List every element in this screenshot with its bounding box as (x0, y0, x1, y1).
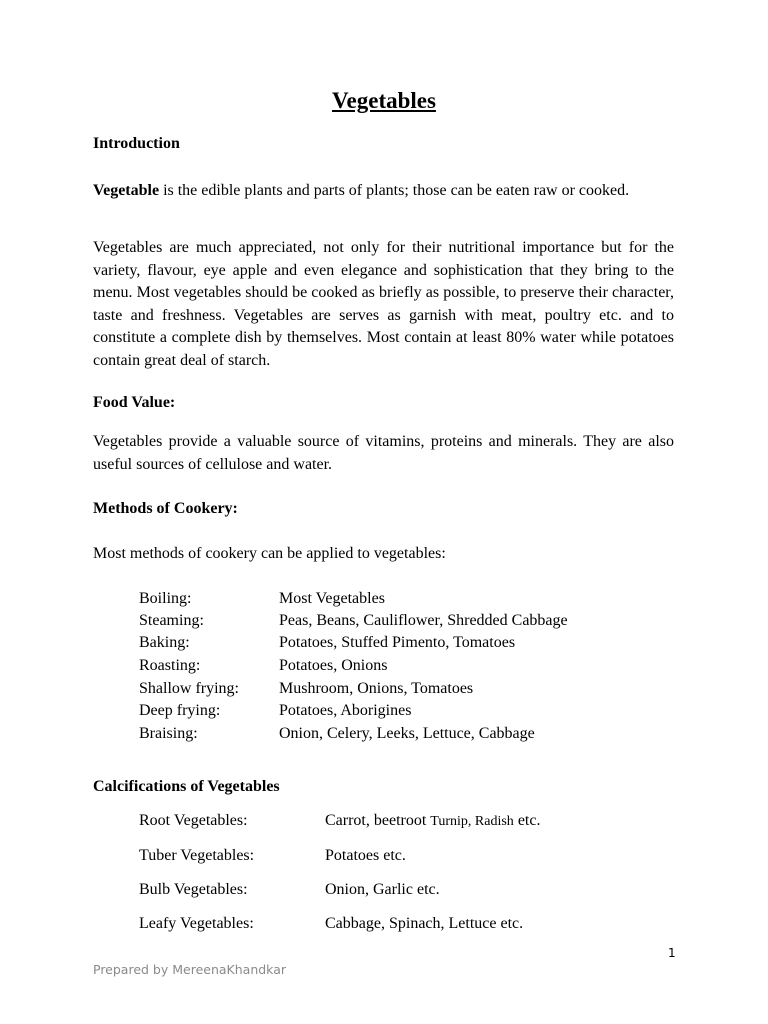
method-vegetables: Potatoes, Stuffed Pimento, Tomatoes (279, 634, 516, 651)
page-title: Vegetables (332, 88, 436, 113)
method-vegetables: Potatoes, Aborigines (279, 702, 412, 719)
vegetable-examples: Cabbage, Spinach, Lettuce etc. (325, 915, 524, 932)
method-name: Deep frying: (139, 702, 221, 719)
definition-text: is the edible plants and parts of plants; those can be eaten raw or cooked. (159, 182, 630, 199)
vegetable-type: Root Vegetables: (139, 812, 248, 829)
methods-heading: Methods of Cookery: (93, 500, 238, 517)
examples-end-text: etc. (513, 812, 541, 829)
classifications-heading: Calcifications of Vegetables (93, 778, 280, 795)
definition-term: Vegetable (93, 182, 160, 199)
food-value-heading: Food Value: (93, 394, 176, 411)
method-vegetables: Onion, Celery, Leeks, Lettuce, Cabbage (279, 725, 535, 742)
introduction-paragraph: Vegetables are much appreciated, not only for their nutritional importance but for the variety, flavour, eye apple and even elegance and sophistication that they bring to the menu. Most vegetables should be cooked as briefly as possible, to preserve their character, taste and freshness. Vegetables are serves as garnish with meat, poultry etc. and to constitute a complete dish by themselves. Most contain at least 80% water while potatoes contain great deal of starch. (93, 239, 674, 369)
examples-small-text: Turnip, Radish (430, 814, 514, 829)
methods-intro: Most methods of cookery can be applied to vegetables: (93, 545, 446, 562)
method-name: Boiling: (139, 590, 192, 607)
vegetable-examples: Potatoes etc. (325, 847, 406, 864)
introduction-heading: Introduction (93, 135, 180, 152)
food-value-paragraph: Vegetables provide a valuable source of vitamins, proteins and minerals. They are also useful sources of cellulose and water. (93, 433, 674, 473)
method-vegetables: Potatoes, Onions (279, 657, 388, 674)
vegetable-type: Bulb Vegetables: (139, 881, 248, 898)
method-vegetables: Peas, Beans, Cauliflower, Shredded Cabbage (279, 612, 568, 629)
method-vegetables: Mushroom, Onions, Tomatoes (279, 680, 474, 697)
examples-text: Carrot, beetroot (325, 812, 431, 829)
page-footer: Prepared by MereenaKhandkar (93, 962, 286, 977)
method-name: Braising: (139, 725, 198, 742)
vegetable-type: Leafy Vegetables: (139, 915, 254, 932)
method-name: Roasting: (139, 657, 201, 674)
vegetable-examples (325, 812, 540, 830)
vegetable-examples: Onion, Garlic etc. (325, 881, 440, 898)
method-vegetables: Most Vegetables (279, 590, 385, 607)
method-name: Baking: (139, 634, 190, 651)
vegetable-definition (93, 180, 674, 203)
method-name: Steaming: (139, 612, 204, 629)
vegetable-type: Tuber Vegetables: (139, 847, 255, 864)
page-number: 1 (668, 946, 676, 960)
method-name: Shallow frying: (139, 680, 239, 697)
